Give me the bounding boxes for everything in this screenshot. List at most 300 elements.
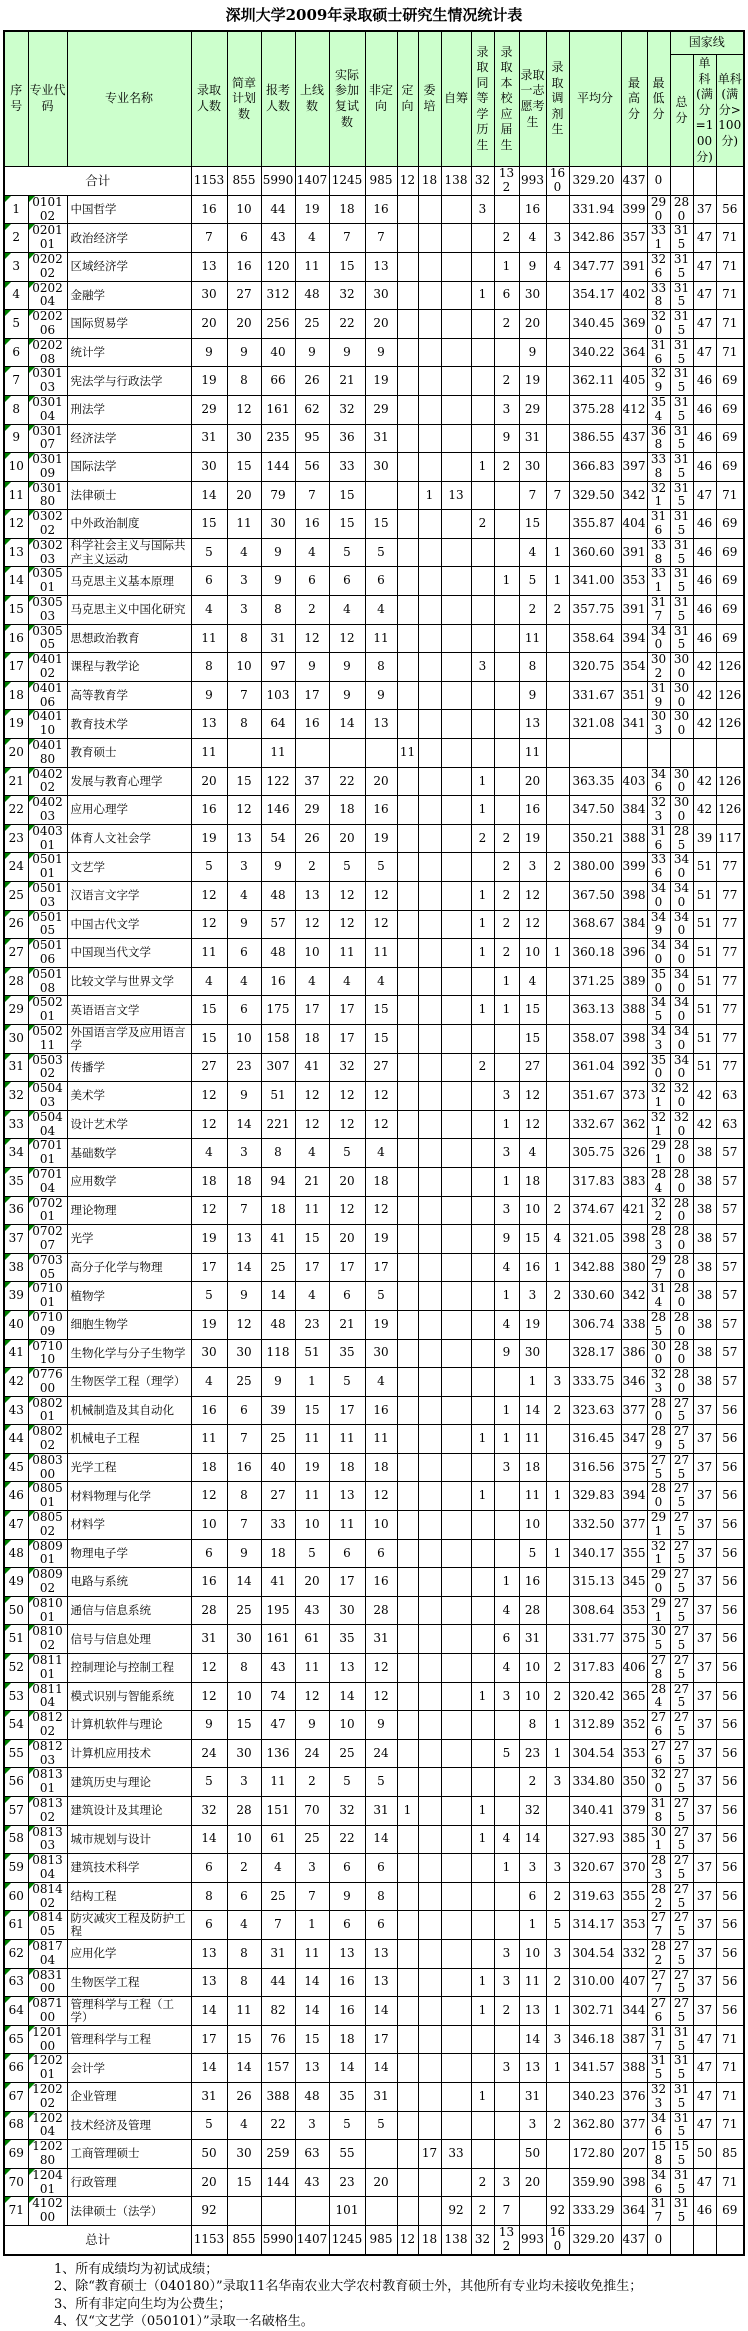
cell-value: 0 (647, 167, 670, 196)
cell-value: 1 (494, 1425, 519, 1454)
table-row (4, 1682, 744, 1711)
cell-no: 34 (4, 1139, 28, 1168)
cell-value: 371.25 (569, 967, 621, 996)
cell-corner-flag-icon (29, 196, 35, 202)
cell-value: 375.28 (569, 395, 621, 424)
cell-value: 385 (621, 1825, 647, 1854)
cell-major-name: 中国古代文学 (67, 910, 191, 939)
cell-value: 18 (329, 1453, 365, 1482)
cell-value: 388 (621, 824, 647, 853)
column-header-12: 录取同等学历生 (471, 31, 494, 167)
cell-value (365, 481, 397, 510)
cell-value (546, 195, 569, 224)
cell-value: 340 (647, 882, 670, 911)
cell-value: 28 (365, 1596, 397, 1625)
table-row (4, 1425, 744, 1454)
cell-corner-flag-icon (5, 939, 11, 945)
cell-code: 020101 (28, 224, 67, 253)
cell-value: 3 (494, 395, 519, 424)
table-row (4, 853, 744, 882)
cell-value: 275 (670, 1997, 693, 2026)
cell-value: 317 (647, 596, 670, 625)
cell-corner-flag-icon (29, 1568, 35, 1574)
cell-value (397, 1682, 418, 1711)
cell-value (441, 195, 471, 224)
table-row (4, 796, 744, 825)
cell-corner-flag-icon (29, 1425, 35, 1431)
cell-value: 391 (621, 252, 647, 281)
cell-value (471, 1711, 494, 1740)
cell-value (441, 767, 471, 796)
cell-value (471, 681, 494, 710)
cell-value: 0 (647, 2225, 670, 2254)
cell-no: 39 (4, 1282, 28, 1311)
cell-code: 030180 (28, 481, 67, 510)
cell-value (471, 739, 494, 768)
cell-value: 1 (494, 567, 519, 596)
cell-major-name: 建筑技术科学 (67, 1854, 191, 1883)
table-row (4, 395, 744, 424)
cell-value: 30 (365, 1339, 397, 1368)
cell-corner-flag-icon (5, 482, 11, 488)
cell-value: 10 (519, 1939, 546, 1968)
cell-value: 4 (365, 596, 397, 625)
cell-corner-flag-icon (5, 1625, 11, 1631)
cell-no: 50 (4, 1596, 28, 1625)
cell-value: 12 (365, 1082, 397, 1111)
table-row (4, 1625, 744, 1654)
cell-value: 11 (295, 252, 329, 281)
cell-value: 207 (621, 2140, 647, 2169)
cell-value (227, 739, 261, 768)
cell-value (397, 310, 418, 339)
cell-value: 61 (295, 1625, 329, 1654)
cell-corner-flag-icon (5, 1711, 11, 1717)
cell-value (418, 967, 441, 996)
cell-value: 276 (647, 1739, 670, 1768)
cell-value: 341.00 (569, 567, 621, 596)
cell-code: 040110 (28, 710, 67, 739)
cell-value: 19 (519, 824, 546, 853)
column-header-0: 序号 (4, 31, 28, 167)
cell-value: 37 (693, 1682, 716, 1711)
cell-value: 275 (647, 1453, 670, 1482)
cell-value: 305.75 (569, 1139, 621, 1168)
table-row (4, 1253, 744, 1282)
cell-value (418, 1968, 441, 1997)
cell-major-name: 通信与信息系统 (67, 1596, 191, 1625)
cell-value: 29 (191, 395, 227, 424)
column-header-17: 最高分 (621, 31, 647, 167)
cell-value: 57 (716, 1196, 744, 1225)
table-row (4, 1997, 744, 2026)
cell-value: 27 (261, 1482, 295, 1511)
cell-no: 6 (4, 338, 28, 367)
summary-row-bottom (4, 2225, 744, 2254)
cell-value: 6 (329, 1911, 365, 1940)
cell-value: 25 (227, 1368, 261, 1397)
cell-no: 63 (4, 1968, 28, 1997)
cell-value: 4 (519, 538, 546, 567)
cell-value: 9 (494, 1225, 519, 1254)
table-row (4, 1453, 744, 1482)
table-row (4, 1739, 744, 1768)
cell-value (418, 2082, 441, 2111)
cell-major-name: 城市规划与设计 (67, 1825, 191, 1854)
cell-value (441, 996, 471, 1025)
cell-value: 31 (365, 1797, 397, 1826)
cell-major-name: 美术学 (67, 1082, 191, 1111)
cell-no: 49 (4, 1568, 28, 1597)
cell-value: 14 (329, 1682, 365, 1711)
cell-major-name: 机械电子工程 (67, 1425, 191, 1454)
cell-value: 2 (494, 882, 519, 911)
cell-corner-flag-icon (5, 1168, 11, 1174)
cell-value: 285 (670, 824, 693, 853)
cell-value: 30 (227, 424, 261, 453)
cell-value (441, 2054, 471, 2083)
cell-corner-flag-icon (5, 1397, 11, 1403)
cell-value: 2 (546, 1196, 569, 1225)
cell-value: 12 (519, 882, 546, 911)
cell-value: 5 (546, 1911, 569, 1940)
cell-value: 2 (471, 824, 494, 853)
cell-corner-flag-icon (5, 224, 11, 230)
cell-value: 340.41 (569, 1797, 621, 1826)
cell-value: 18 (418, 2225, 441, 2254)
cell-value: 5 (191, 538, 227, 567)
cell-value (418, 910, 441, 939)
cell-code: 070201 (28, 1196, 67, 1225)
table-row (4, 1596, 744, 1625)
cell-code: 020202 (28, 252, 67, 281)
cell-corner-flag-icon (29, 425, 35, 431)
cell-value: 300 (670, 681, 693, 710)
cell-value: 12 (191, 1082, 227, 1111)
footnote-1: 1、所有成绩均为初试成绩； (54, 2261, 219, 2277)
table-row (4, 424, 744, 453)
cell-value: 25 (227, 1596, 261, 1625)
table-row (4, 624, 744, 653)
cell-value: 4 (295, 538, 329, 567)
cell-value (471, 1768, 494, 1797)
cell-no: 65 (4, 2025, 28, 2054)
cell-value: 160 (546, 2225, 569, 2254)
cell-value: 1 (471, 882, 494, 911)
cell-value: 144 (261, 2168, 295, 2197)
cell-value: 1 (471, 1682, 494, 1711)
cell-value: 9 (329, 653, 365, 682)
cell-code: 070207 (28, 1225, 67, 1254)
cell-value (494, 481, 519, 510)
cell-value: 30 (365, 281, 397, 310)
cell-corner-flag-icon (29, 625, 35, 631)
cell-value (441, 1339, 471, 1368)
cell-major-name: 宪法学与行政法学 (67, 367, 191, 396)
cell-value: 27 (191, 1053, 227, 1082)
cell-corner-flag-icon (5, 1340, 11, 1346)
cell-value: 82 (261, 1997, 295, 2026)
cell-value: 338 (647, 538, 670, 567)
cell-value: 56 (716, 1768, 744, 1797)
cell-value: 10 (227, 195, 261, 224)
cell-code: 081001 (28, 1596, 67, 1625)
cell-value (471, 2025, 494, 2054)
cell-value: 316.45 (569, 1425, 621, 1454)
table-row (4, 1024, 744, 1053)
cell-value: 57 (716, 1339, 744, 1368)
cell-value: 56 (716, 195, 744, 224)
cell-value: 25 (261, 1253, 295, 1282)
cell-corner-flag-icon (29, 1540, 35, 1546)
cell-value (418, 1110, 441, 1139)
cell-value: 326 (621, 1139, 647, 1168)
cell-value: 77 (716, 882, 744, 911)
cell-value: 320 (670, 1082, 693, 1111)
cell-value: 14 (365, 2054, 397, 2083)
cell-value: 312 (261, 281, 295, 310)
cell-value (397, 1711, 418, 1740)
cell-value: 69 (716, 2197, 744, 2226)
cell-value (418, 195, 441, 224)
cell-code: 081104 (28, 1682, 67, 1711)
cell-no: 23 (4, 824, 28, 853)
cell-major-name: 英语语言文学 (67, 996, 191, 1025)
cell-value (441, 1253, 471, 1282)
cell-value: 1 (519, 1911, 546, 1940)
cell-corner-flag-icon (29, 2026, 35, 2032)
cell-value (397, 2140, 418, 2169)
cell-value: 30 (191, 281, 227, 310)
cell-value: 323 (647, 1368, 670, 1397)
cell-value: 437 (621, 167, 647, 196)
cell-value (397, 1082, 418, 1111)
table-row (4, 1282, 744, 1311)
cell-value (693, 739, 716, 768)
cell-value: 280 (670, 1167, 693, 1196)
cell-corner-flag-icon (29, 996, 35, 1002)
cell-value: 1245 (329, 2225, 365, 2254)
cell-value: 48 (295, 281, 329, 310)
cell-corner-flag-icon (29, 2197, 35, 2203)
cell-value: 11 (261, 1768, 295, 1797)
cell-value: 7 (494, 2197, 519, 2226)
cell-value: 56 (716, 1939, 744, 1968)
cell-value: 24 (295, 1739, 329, 1768)
cell-value: 56 (716, 1539, 744, 1568)
cell-value (441, 1797, 471, 1826)
cell-value (546, 310, 569, 339)
cell-value: 340.17 (569, 1539, 621, 1568)
cell-corner-flag-icon (5, 425, 11, 431)
cell-no: 60 (4, 1882, 28, 1911)
cell-value (546, 2140, 569, 2169)
cell-value: 354 (647, 395, 670, 424)
cell-value: 9 (261, 538, 295, 567)
cell-value: 4 (494, 1253, 519, 1282)
cell-corner-flag-icon (5, 768, 11, 774)
cell-value: 317.83 (569, 1167, 621, 1196)
cell-value: 1 (494, 1167, 519, 1196)
cell-value: 3 (494, 1082, 519, 1111)
cell-value (418, 252, 441, 281)
cell-value: 1407 (295, 2225, 329, 2254)
cell-value: 4 (519, 224, 546, 253)
cell-value (647, 739, 670, 768)
cell-value: 364 (621, 338, 647, 367)
cell-value: 8 (365, 653, 397, 682)
cell-value: 14 (191, 1997, 227, 2026)
cell-no: 48 (4, 1539, 28, 1568)
cell-value: 36 (329, 424, 365, 453)
cell-value: 398 (621, 1024, 647, 1053)
cell-value: 5 (365, 1768, 397, 1797)
cell-value (418, 1997, 441, 2026)
cell-value (418, 1539, 441, 1568)
cell-corner-flag-icon (5, 2054, 11, 2060)
cell-corner-flag-icon (29, 1311, 35, 1317)
cell-value: 1 (494, 252, 519, 281)
cell-value: 15 (329, 252, 365, 281)
cell-no: 32 (4, 1082, 28, 1111)
cell-corner-flag-icon (29, 510, 35, 516)
cell-value: 375 (621, 1453, 647, 1482)
cell-value: 11 (329, 1511, 365, 1540)
cell-value: 5 (365, 1282, 397, 1311)
cell-value: 291 (647, 1511, 670, 1540)
cell-value: 19 (295, 1453, 329, 1482)
cell-value: 3 (471, 195, 494, 224)
cell-major-name: 外国语言学及应用语言学 (67, 1024, 191, 1053)
cell-value: 155 (670, 2140, 693, 2169)
cell-value: 12 (329, 624, 365, 653)
table-row (4, 910, 744, 939)
cell-value: 304.54 (569, 1939, 621, 1968)
cell-value: 340 (670, 882, 693, 911)
cell-value (397, 1310, 418, 1339)
cell-corner-flag-icon (5, 310, 11, 316)
cell-code: 050201 (28, 996, 67, 1025)
cell-value: 12 (191, 1196, 227, 1225)
cell-value (494, 338, 519, 367)
cell-value (418, 281, 441, 310)
cell-value: 282 (647, 1882, 670, 1911)
cell-code: 120280 (28, 2140, 67, 2169)
cell-corner-flag-icon (5, 2169, 11, 2175)
cell-value: 1 (494, 996, 519, 1025)
cell-value: 20 (519, 2168, 546, 2197)
cell-value: 12 (191, 1110, 227, 1139)
cell-value: 340 (670, 967, 693, 996)
cell-value (397, 1911, 418, 1940)
cell-value: 18 (329, 195, 365, 224)
cell-value (418, 310, 441, 339)
cell-value: 16 (519, 796, 546, 825)
cell-value (441, 824, 471, 853)
table-row (4, 1711, 744, 1740)
cell-value: 15 (295, 1396, 329, 1425)
cell-corner-flag-icon (5, 1139, 11, 1145)
cell-value: 1 (471, 939, 494, 968)
cell-value: 14 (227, 1110, 261, 1139)
cell-value (397, 1625, 418, 1654)
cell-value: 37 (693, 1453, 716, 1482)
cell-value: 275 (670, 1539, 693, 1568)
cell-corner-flag-icon (5, 1568, 11, 1574)
cell-value (418, 1682, 441, 1711)
cell-value: 14 (227, 2054, 261, 2083)
cell-value: 350 (621, 1768, 647, 1797)
cell-value: 394 (621, 1482, 647, 1511)
column-header-10: 委培 (418, 31, 441, 167)
cell-value (441, 510, 471, 539)
cell-value: 13 (519, 2054, 546, 2083)
cell-corner-flag-icon (29, 1768, 35, 1774)
cell-value: 71 (716, 281, 744, 310)
cell-value: 300 (670, 653, 693, 682)
cell-value: 20 (329, 1167, 365, 1196)
cell-value: 30 (227, 1625, 261, 1654)
cell-value: 338 (647, 453, 670, 482)
cell-value (418, 367, 441, 396)
cell-value: 20 (191, 767, 227, 796)
cell-major-name: 植物学 (67, 1282, 191, 1311)
cell-value: 353 (621, 1596, 647, 1625)
cell-value: 71 (716, 2025, 744, 2054)
cell-value (418, 2197, 441, 2226)
cell-value: 361.04 (569, 1053, 621, 1082)
cell-value: 303 (647, 710, 670, 739)
cell-value (397, 1368, 418, 1397)
cell-major-name: 马克思主义基本原理 (67, 567, 191, 596)
cell-value: 94 (261, 1167, 295, 1196)
cell-value (397, 2111, 418, 2140)
column-header-14: 录取一志愿考生 (519, 31, 546, 167)
cell-value: 11 (365, 624, 397, 653)
cell-corner-flag-icon (5, 882, 11, 888)
cell-value (471, 1368, 494, 1397)
cell-value: 338 (621, 1310, 647, 1339)
cell-value: 2 (519, 596, 546, 625)
cell-value (397, 1511, 418, 1540)
cell-value: 18 (418, 167, 441, 196)
cell-value: 3 (494, 1682, 519, 1711)
cell-corner-flag-icon (29, 1368, 35, 1374)
cell-value: 19 (519, 367, 546, 396)
cell-value: 46 (693, 567, 716, 596)
cell-code: 080901 (28, 1539, 67, 1568)
cell-value: 5 (519, 567, 546, 596)
cell-value (546, 710, 569, 739)
cell-corner-flag-icon (29, 768, 35, 774)
cell-value: 92 (441, 2197, 471, 2226)
cell-value: 11 (365, 1425, 397, 1454)
cell-value: 3 (519, 853, 546, 882)
cell-value: 92 (191, 2197, 227, 2226)
cell-value: 9 (494, 424, 519, 453)
cell-value: 305 (647, 1625, 670, 1654)
cell-value (418, 567, 441, 596)
cell-value (418, 2025, 441, 2054)
cell-value: 10 (227, 1024, 261, 1053)
cell-major-name: 经济法学 (67, 424, 191, 453)
cell-value (397, 1339, 418, 1368)
table-row (4, 538, 744, 567)
cell-value (397, 2054, 418, 2083)
cell-no: 35 (4, 1167, 28, 1196)
cell-value: 3 (546, 224, 569, 253)
cell-value: 358.64 (569, 624, 621, 653)
